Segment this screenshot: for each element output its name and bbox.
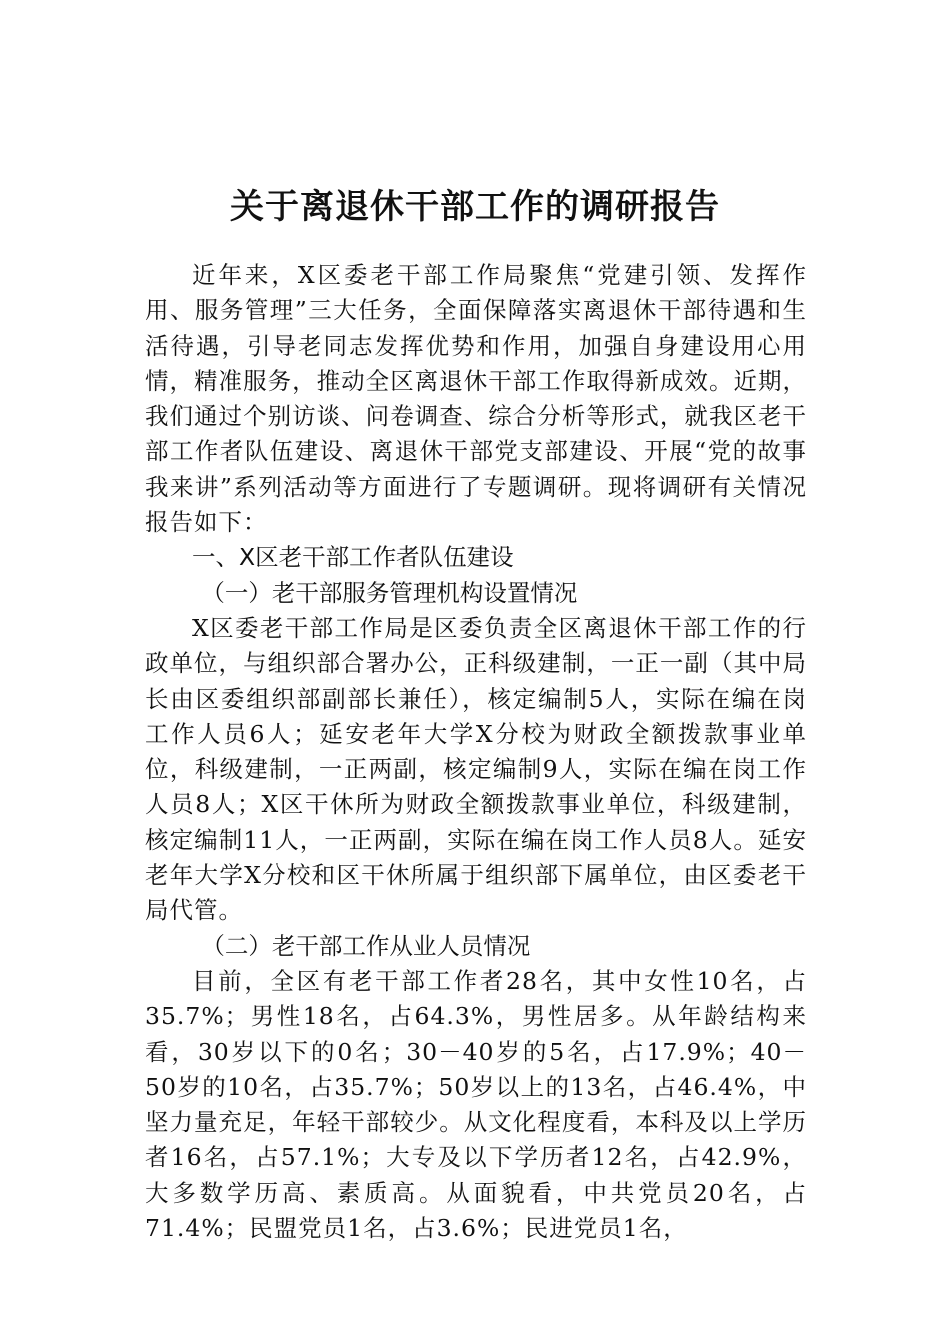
body-paragraph: X区委老干部工作局是区委负责全区离退休干部工作的行政单位，与组织部合署办公，正科级建制，一正一副（其中局长由区委组织部副部长兼任），核定编制5人，实际在编在岗工作人员6人；延安老年大学X分校为财政全额拨款事业单位，科级建制，一正两副，核定编制9人，实际在编在岗工作人员8人；X区干休所为财政全额拨款事业单位，科级建制，核定编制11人，一正两副，实际在编在岗工作人员8人。延安老年大学X分校和区干休所属于组织部下属单位，由区委老干局代管。: [145, 613, 807, 925]
document-body: [145, 258, 807, 1246]
section-heading: 一、X区老干部工作者队伍建设: [192, 543, 514, 572]
subsection-heading: （二）老干部工作从业人员情况: [201, 931, 531, 960]
document-title: 关于离退休干部工作的调研报告: [230, 186, 720, 227]
intro-paragraph: 近年来，X区委老干部工作局聚焦“党建引领、发挥作用、服务管理”三大任务，全面保障落实离退休干部待遇和生活待遇，引导老同志发挥优势和作用，加强自身建设用心用情，精准服务，推动全区离退休干部工作取得新成效。近期，我们通过个别访谈、问卷调查、综合分析等形式，就我区老干部工作者队伍建设、离退休干部党支部建设、开展“党的故事我来讲”系列活动等方面进行了专题调研。现将调研有关情况报告如下：: [145, 261, 807, 537]
subsection-heading: （一）老干部服务管理机构设置情况: [201, 578, 578, 607]
body-paragraph: 目前，全区有老干部工作者28名，其中女性10名，占35.7%；男性18名，占64.3%，男性居多。从年龄结构来看，30岁以下的0名；30－40岁的5名，占17.9%；40－50岁的10名，占35.7%；50岁以上的13名，占46.4%，中坚力量充足，年轻干部较少。从文化程度看，本科及以上学历者16名，占57.1%；大专及以下学历者12名，占42.9%，大多数学历高、素质高。从面貌看，中共党员20名，占71.4%；民盟党员1名，占3.6%；民进党员1名，: [145, 966, 807, 1243]
